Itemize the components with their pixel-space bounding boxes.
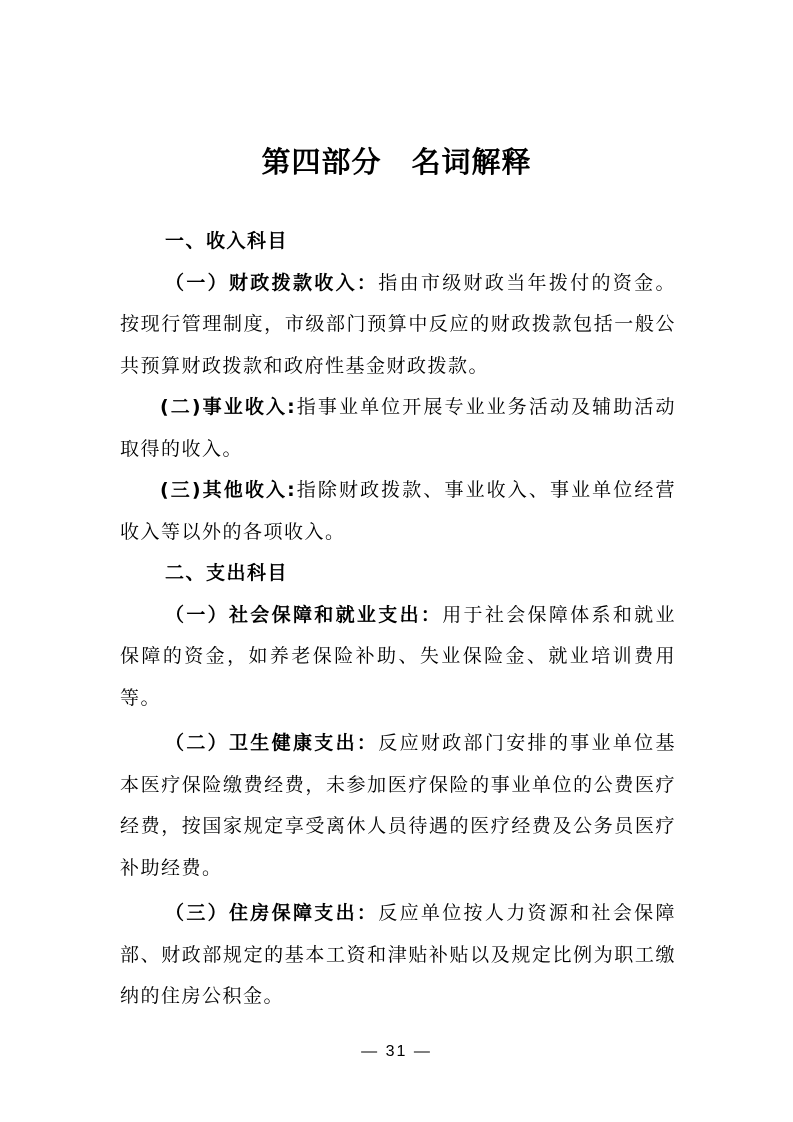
page-number: — 31 — xyxy=(361,1043,432,1060)
definition-social-security-expenditure: 用于社会保障体系和就业保障的资金，如养老保险补助、失业保险金、就业培训费用等。 xyxy=(120,603,676,709)
section-heading-expenditure: 二、支出科目 xyxy=(165,562,289,584)
document-body xyxy=(120,221,676,1018)
definition-business-income: 指事业单位开展专业业务活动及辅助活动取得的收入。 xyxy=(120,396,676,460)
section-heading-income: 一、收入科目 xyxy=(165,230,289,252)
paragraph-other-income xyxy=(120,470,676,553)
definition-fiscal-appropriation-income: 指由市级财政当年拨付的资金。按现行管理制度，市级部门预算中反应的财政拨款包括一般公共预算财政拨款和政府性基金财政拨款。 xyxy=(120,271,676,377)
page-title xyxy=(0,140,793,181)
paragraph-social-security-expenditure xyxy=(120,595,676,720)
term-health-expenditure: （二）卫生健康支出： xyxy=(165,732,379,754)
title-part-1: 第四部分 xyxy=(261,145,382,179)
term-housing-expenditure: （三）住房保障支出： xyxy=(165,902,379,924)
paragraph-business-income xyxy=(120,387,676,470)
definition-other-income: 指除财政拨款、事业收入、事业单位经营收入等以外的各项收入。 xyxy=(120,479,676,543)
definition-housing-expenditure: 反应单位按人力资源和社会保障部、财政部规定的基本工资和津贴补贴以及规定比例为职工缴纳的住房公积金。 xyxy=(120,902,676,1007)
term-fiscal-appropriation-income: （一）财政拨款收入： xyxy=(165,271,379,294)
term-business-income: (二)事业收入: xyxy=(160,396,297,418)
paragraph-fiscal-appropriation-income xyxy=(120,263,676,388)
paragraph-housing-expenditure xyxy=(120,893,676,1018)
term-other-income: (三)其他收入: xyxy=(160,479,297,501)
definition-health-expenditure: 反应财政部门安排的事业单位基本医疗保险缴费经费，未参加医疗保险的事业单位的公费医疗经费，按国家规定享受离休人员待遇的医疗经费及公务员医疗补助经费。 xyxy=(120,732,676,879)
paragraph-health-expenditure xyxy=(120,723,676,889)
title-part-2: 名词解释 xyxy=(411,145,532,179)
term-social-security-expenditure: （一）社会保障和就业支出： xyxy=(165,603,443,626)
